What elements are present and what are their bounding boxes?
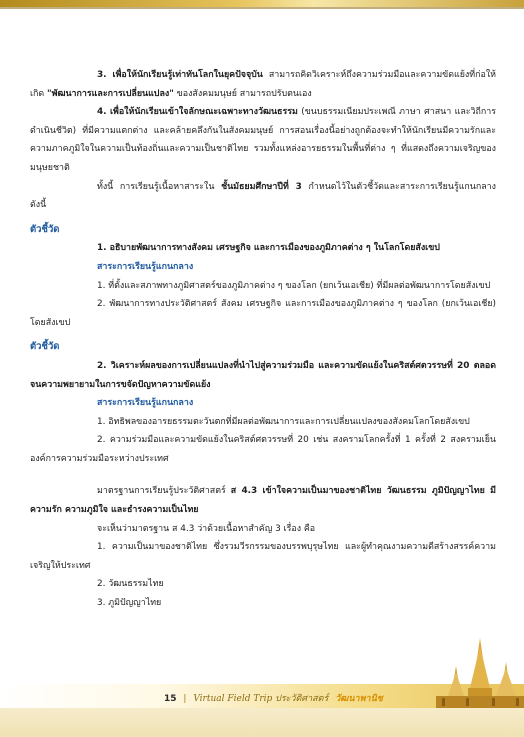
footer-separator: | [183, 694, 187, 704]
paragraph-bold: "พัฒนาการและการเปลี่ยนแปลง" [47, 88, 174, 99]
temple-illustration [436, 636, 524, 708]
indicator-heading-1: ตัวชี้วัด [30, 223, 60, 235]
paragraph-text: ของสังคมมนุษย์ สามารถปรับตนเอง [176, 88, 312, 99]
page-footer [164, 691, 383, 705]
paragraph-text: ทั้งนี้ การเรียนรู้เนื้อหาสาระใน [97, 181, 215, 192]
paragraph-summary [30, 178, 496, 215]
core-item: 1. อิทธิพลของอารยธรรมตะวันตกที่มีผลต่อพัฒนาการและการเปลี่ยนแปลงของสังคมโลกโดยสังเขป [97, 416, 470, 427]
indicator-title-2 [30, 357, 496, 394]
core-content-heading-2: สาระการเรียนรู้แกนกลาง [97, 398, 194, 409]
page-number: 15 [164, 694, 177, 704]
core-item: 1. ที่ตั้งและสภาพทางภูมิศาสตร์ของภูมิภาคต่าง ๆ ของโลก (ยกเว้นเอเชีย) ที่มีผลต่อพัฒนาการโดยสังเขป [97, 280, 491, 291]
standard-intro [30, 482, 496, 519]
paragraph-text: กำหนดไว้ในตัวชี้วัดและสาระการเรียนรู้แกนกลางดังนี้ [30, 181, 496, 211]
core-item: 2. ความร่วมมือและความขัดแย้งในคริสต์ศตวรรษที่ 20 เช่น สงครามโลกครั้งที่ 1 ครั้งที่ 2 สงครามเย็น องค์การความร่วมมือระหว่างประเทศ [30, 435, 496, 464]
top-border [0, 0, 524, 7]
paragraph-text: มาตรฐานการเรียนรู้ประวัติศาสตร์ [97, 486, 226, 497]
paragraph-bold: ชั้นมัธยมศึกษาปีที่ 3 [221, 181, 302, 192]
standard-lead: จะเห็นว่ามาตรฐาน ส 4.3 ว่าด้วยเนื้อหาสำคัญ 3 เรื่อง คือ [97, 523, 316, 534]
paragraph-bold: ส 4.3 เข้าใจความเป็นมาของชาติไทย วัฒนธรรม ภูมิปัญญาไทย มีความรัก ความภูมิใจ และธำรงความเป็นไทย [30, 486, 496, 516]
standard-item: 1. ความเป็นมาของชาติไทย ซึ่งรวมวีรกรรมของบรรพบุรุษไทย และผู้ทำคุณงามความดีสร้างสรรค์ความเจริญให้ประเทศ [30, 542, 496, 571]
item-number: 4. [97, 107, 107, 118]
paragraph-bold: เพื่อให้นักเรียนรู้เท่าทันโลกในยุคปัจจุบัน [112, 70, 263, 80]
paragraph-4 [30, 103, 496, 177]
standard-item: 3. ภูมิปัญญาไทย [97, 598, 162, 609]
paragraph-text: สามารถคิดวิเคราะห์ถึงความร่วมมือและความขัดแย้งที่ก่อให้เกิด [30, 70, 496, 99]
footer-title: Virtual Field Trip ประวัติศาสตร์ [193, 694, 329, 704]
core-content-heading-1: สาระการเรียนรู้แกนกลาง [97, 261, 194, 272]
page-content [30, 66, 496, 613]
standard-item: 2. วัฒนธรรมไทย [97, 579, 164, 590]
paragraph-text: (ขนบธรรมเนียมประเพณี ภาษา ศาสนา และวิถีการดำเนินชีวิต) ที่มีความแตกต่าง และคล้ายคลึงกันในสังคมมนุษย์ การสอนเรื่องนี้อย่างถูกต้องจะทำให้นักเรียนมีความรักและความภาคภูมิใจในความเป็นท้องถิ่นและความเป็นชาติไทย รวมทั้งแหล่งอารยธรรมในพื้นที่ต่าง ๆ ที่แสดงถึงความเจริญของมนุษยชาติ [30, 107, 497, 173]
paragraph-bold: เพื่อให้นักเรียนเข้าใจลักษณะเฉพาะทางวัฒนธรรม [109, 107, 298, 118]
top-border-shadow [0, 7, 524, 9]
indicator-heading-2: ตัวชี้วัด [30, 341, 60, 353]
paragraph-3 [30, 66, 496, 103]
item-number: 3. [97, 70, 107, 80]
indicator-title-1 [30, 239, 496, 258]
indicator-title-text: 1. อธิบายพัฒนาการทางสังคม เศรษฐกิจ และการเมืองของภูมิภาคต่าง ๆ ในโลกโดยสังเขป [97, 243, 440, 254]
publisher-logo: วัฒนาพานิช [335, 694, 383, 704]
core-item: 2. พัฒนาการทางประวัติศาสตร์ สังคม เศรษฐกิจ และการเมืองของภูมิภาคต่าง ๆ ของโลก (ยกเว้นเอเชีย) โดยสังเขป [30, 299, 496, 328]
indicator-title-text: 2. วิเคราะห์ผลของการเปลี่ยนแปลงที่นำไปสู่ความร่วมมือ และความขัดแย้งในคริสต์ศตวรรษที่ 20 ตลอดจนความพยายามในการขจัดปัญหาความขัดแย้ง [30, 360, 496, 390]
footer-ground [0, 708, 524, 737]
